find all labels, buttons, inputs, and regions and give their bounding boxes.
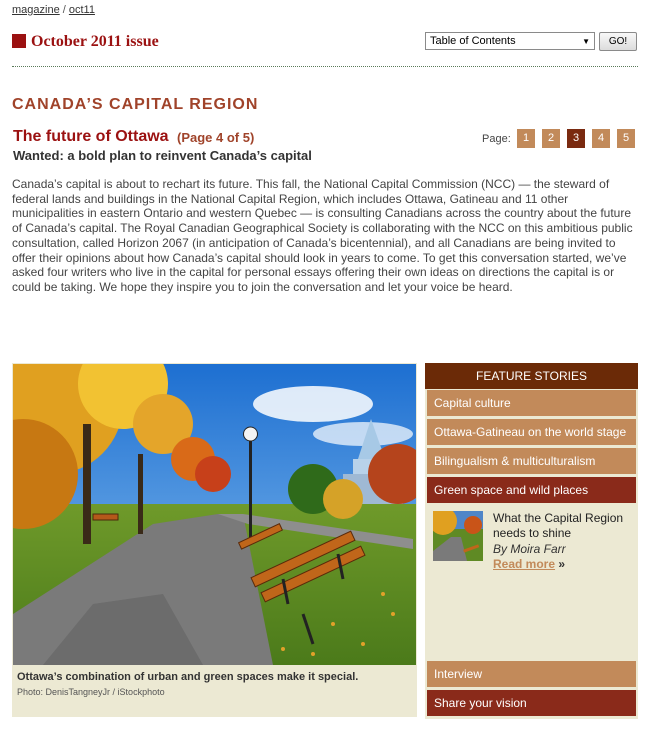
article-page-info: (Page 4 of 5) bbox=[177, 130, 255, 145]
raquo-icon: » bbox=[558, 557, 566, 571]
feature-item-world-stage[interactable]: Ottawa-Gatineau on the world stage bbox=[427, 419, 636, 445]
issue-title: October 2011 issue bbox=[31, 33, 159, 50]
feature-item-share-vision[interactable]: Share your vision bbox=[427, 690, 636, 716]
page-3-button[interactable]: 3 bbox=[567, 129, 585, 148]
feature-item-bilingualism[interactable]: Bilingualism & multiculturalism bbox=[427, 448, 636, 474]
page-5-button[interactable]: 5 bbox=[617, 129, 635, 148]
page-1-button[interactable]: 1 bbox=[517, 129, 535, 148]
feature-item-interview[interactable]: Interview bbox=[427, 661, 636, 687]
page-2-button[interactable]: 2 bbox=[542, 129, 560, 148]
read-more-link[interactable]: Read more bbox=[493, 557, 556, 571]
photo-caption: Ottawa’s combination of urban and green spaces make it special. bbox=[17, 671, 359, 683]
table-of-contents-select[interactable] bbox=[425, 32, 595, 50]
chevron-down-icon: ▼ bbox=[582, 36, 590, 46]
read-more-group bbox=[493, 557, 565, 571]
article-subtitle: Wanted: a bold plan to reinvent Canada’s capital bbox=[13, 148, 312, 163]
page-4-button[interactable]: 4 bbox=[592, 129, 610, 148]
issue-square-icon bbox=[12, 34, 26, 48]
breadcrumb-magazine-link[interactable]: magazine bbox=[12, 4, 60, 16]
photo-credit: Photo: DenisTangneyJr / iStockphoto bbox=[17, 687, 165, 697]
header-divider bbox=[12, 66, 638, 67]
feature-item-capital-culture[interactable]: Capital culture bbox=[427, 390, 636, 416]
breadcrumb-separator: / bbox=[59, 4, 69, 16]
breadcrumb-issue-link[interactable]: oct11 bbox=[68, 4, 95, 16]
region-heading: CANADA’S CAPITAL REGION bbox=[12, 96, 259, 113]
feature-item-green-space[interactable]: Green space and wild places bbox=[427, 477, 636, 503]
go-button[interactable]: GO! bbox=[599, 32, 637, 51]
feature-stories-header: FEATURE STORIES bbox=[425, 363, 638, 389]
pager-label: Page: bbox=[482, 133, 511, 145]
ottawa-park-photo bbox=[13, 364, 416, 665]
article-intro: Canada’s capital is about to rechart its future. This fall, the National Capital Commission (NCC) — the steward of federal lands and buildings in the National Capital Region, which includes Ottawa, Gatineau and 11 other municipalities in eastern Ontario and western Quebec — is consulting Canadians across the country about the future of Canada’s capital. The Royal Canadian Geographical Society is collaborating with the NCC on this ambitious public consultation, called Horizon 2067 (in anticipation of Canada’s bicentennial), and all Canadians are being invited to offer their opinions about how Canada’s capital should look in years to come. To get this conversation started, we’ve asked four writers who live in the capital for personal essays offering their own ideas on directions the capital is or could be taking. We hope they inspire you to join the conversation and let your voice be heard. bbox=[12, 177, 633, 294]
breadcrumb bbox=[12, 4, 95, 16]
promo-thumbnail[interactable] bbox=[433, 511, 483, 561]
toc-selected-value: Table of Contents bbox=[430, 35, 516, 47]
article-title: The future of Ottawa bbox=[13, 128, 169, 145]
promo-author: By Moira Farr bbox=[493, 542, 566, 556]
promo-title[interactable]: What the Capital Region needs to shine bbox=[493, 511, 624, 540]
